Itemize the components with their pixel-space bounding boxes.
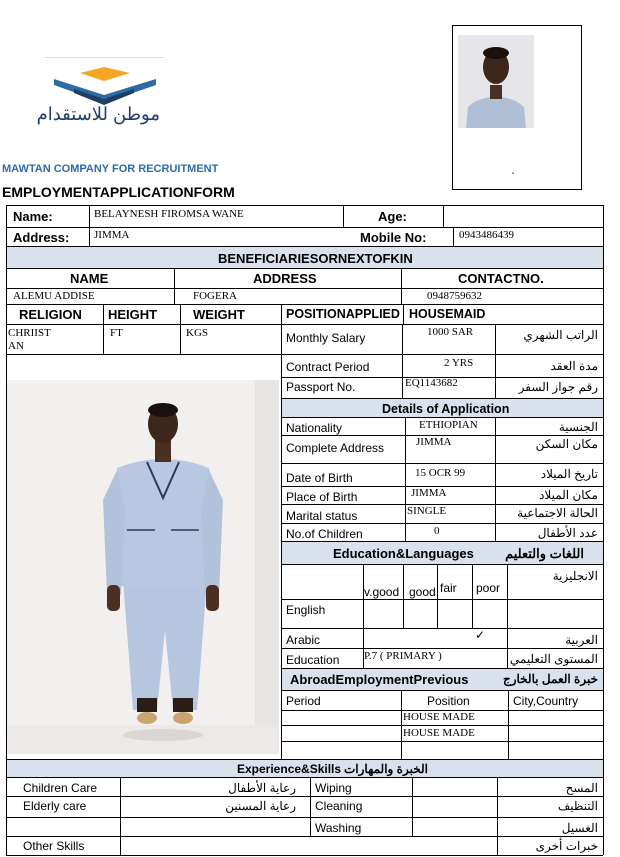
beneficiary-address-col: ADDRESS: [253, 271, 317, 286]
weight-label: WEIGHT: [193, 307, 245, 322]
beneficiaries-heading: BENEFICIARIESORNEXTOFKIN: [218, 251, 413, 266]
photo-caption: ▪: [512, 171, 515, 177]
education-arabic: المستوى التعليمي: [509, 652, 598, 666]
mobile-label: Mobile No:: [360, 230, 427, 245]
washing-label: Washing: [315, 821, 362, 835]
religion-value-line2[interactable]: AN: [8, 340, 24, 352]
complete-address-value[interactable]: JIMMA: [416, 436, 452, 448]
education-heading: Education&Languages: [333, 546, 474, 561]
age-label: Age:: [378, 209, 407, 224]
level-vgood: v.good: [364, 585, 400, 599]
children-care-label: Children Care: [23, 781, 98, 795]
elderly-care-arabic: رعاية المسنين: [225, 799, 296, 813]
height-label: HEIGHT: [108, 307, 158, 322]
abroad-heading: AbroadEmploymentPrevious: [290, 672, 469, 687]
contract-period-label: Contract Period: [286, 360, 370, 374]
cleaning-label: Cleaning: [315, 799, 363, 813]
children-arabic: عدد الأطفال: [537, 526, 598, 540]
marital-status-arabic: الحالة الاجتماعية: [517, 506, 598, 520]
washing-arabic: الغسيل: [561, 821, 598, 835]
arabic-label: Arabic: [286, 633, 321, 647]
complete-address-label: Complete Address: [286, 441, 385, 455]
salary-label: Monthly Salary: [286, 331, 366, 345]
nationality-value[interactable]: ETHIOPIAN: [419, 419, 478, 431]
name-label: Name:: [13, 209, 53, 224]
position-applied-value[interactable]: HOUSEMAID: [409, 307, 486, 321]
english-label: English: [286, 603, 326, 617]
abroad-period-col: Period: [286, 694, 321, 708]
abroad-position-row-2[interactable]: HOUSE MADE: [403, 727, 475, 739]
place-of-birth-label: Place of Birth: [286, 490, 358, 504]
place-of-birth-arabic: مكان الميلاد: [539, 488, 598, 502]
applicant-fullbody-photo: [7, 380, 279, 754]
level-poor: poor: [476, 581, 501, 595]
salary-value[interactable]: 1000 SAR: [427, 326, 474, 338]
position-applied-label: POSITIONAPPLIED: [286, 307, 400, 321]
education-value[interactable]: P.7 ( PRIMARY ): [364, 650, 442, 662]
children-value[interactable]: 0: [434, 525, 440, 537]
abroad-heading-arabic: خبرة العمل بالخارج: [502, 672, 598, 686]
mobile-value[interactable]: 0943486439: [459, 229, 514, 241]
skills-heading-arabic: الخبرة والمهارات: [344, 762, 428, 776]
cleaning-arabic: التنظيف: [557, 799, 598, 813]
beneficiary-name-col: NAME: [70, 271, 109, 286]
company-logo: [36, 55, 170, 140]
other-skills-label: Other Skills: [23, 839, 85, 853]
beneficiary-name-value[interactable]: ALEMU ADDISE: [13, 290, 95, 302]
address-label: Address:: [13, 230, 70, 245]
details-heading: Details of Application: [382, 402, 510, 416]
place-of-birth-value[interactable]: JIMMA: [411, 487, 447, 499]
abroad-position-row-1[interactable]: HOUSE MADE: [403, 711, 475, 723]
applicant-portrait-photo: [458, 35, 534, 128]
beneficiary-contact-value[interactable]: 0948759632: [427, 290, 482, 302]
level-good: good: [409, 585, 436, 599]
marital-status-value[interactable]: SINGLE: [407, 505, 447, 517]
passport-value[interactable]: EQ1143682: [405, 377, 458, 389]
abroad-city-col: City,Country: [513, 694, 579, 708]
height-value[interactable]: FT: [110, 327, 123, 339]
date-of-birth-label: Date of Birth: [286, 471, 353, 485]
company-name: MAWTAN COMPANY FOR RECRUITMENT: [2, 163, 219, 175]
logo-arabic-text: موطن للاستقدام: [36, 104, 160, 124]
address-value[interactable]: JIMMA: [94, 229, 130, 241]
contract-period-value[interactable]: 2 YRS: [444, 357, 474, 369]
weight-value[interactable]: KGS: [186, 327, 209, 339]
beneficiary-contact-col: CONTACTNO.: [458, 271, 544, 286]
children-label: No.of Children: [286, 527, 363, 541]
religion-value-line1[interactable]: CHRIIST: [8, 327, 51, 339]
wiping-label: Wiping: [315, 781, 352, 795]
religion-label: RELIGION: [19, 307, 82, 322]
complete-address-arabic: مكان السكن: [535, 437, 598, 451]
arabic-arabic: العربية: [565, 633, 598, 647]
nationality-label: Nationality: [286, 421, 343, 435]
education-heading-arabic: اللغات والتعليم: [505, 546, 584, 561]
contract-period-arabic: مدة العقد: [550, 359, 598, 373]
date-of-birth-value[interactable]: 15 OCR 99: [415, 467, 466, 479]
skills-heading: Experience&Skills: [237, 762, 342, 776]
english-arabic: الانجليزية: [552, 569, 598, 583]
wiping-arabic: المسح: [565, 781, 598, 795]
nationality-arabic: الجنسية: [558, 420, 598, 434]
marital-status-label: Marital status: [286, 509, 358, 523]
education-label: Education: [286, 653, 340, 667]
name-value[interactable]: BELAYNESH FIROMSA WANE: [94, 208, 244, 220]
abroad-position-col: Position: [427, 694, 470, 708]
date-of-birth-arabic: تاريخ الميلاد: [540, 467, 598, 481]
form-title: EMPLOYMENTAPPLICATIONFORM: [2, 184, 235, 200]
other-skills-arabic: خبرات أخرى: [535, 839, 598, 853]
arabic-check-icon[interactable]: ✓: [475, 628, 486, 642]
beneficiary-address-value[interactable]: FOGERA: [193, 290, 238, 302]
salary-arabic: الراتب الشهري: [523, 328, 598, 342]
passport-label: Passport No.: [286, 380, 356, 394]
passport-arabic: رقم جواز السفر: [518, 380, 598, 394]
children-care-arabic: رعاية الأطفال: [228, 781, 296, 795]
elderly-care-label: Elderly care: [23, 799, 87, 813]
level-fair: fair: [440, 581, 457, 595]
